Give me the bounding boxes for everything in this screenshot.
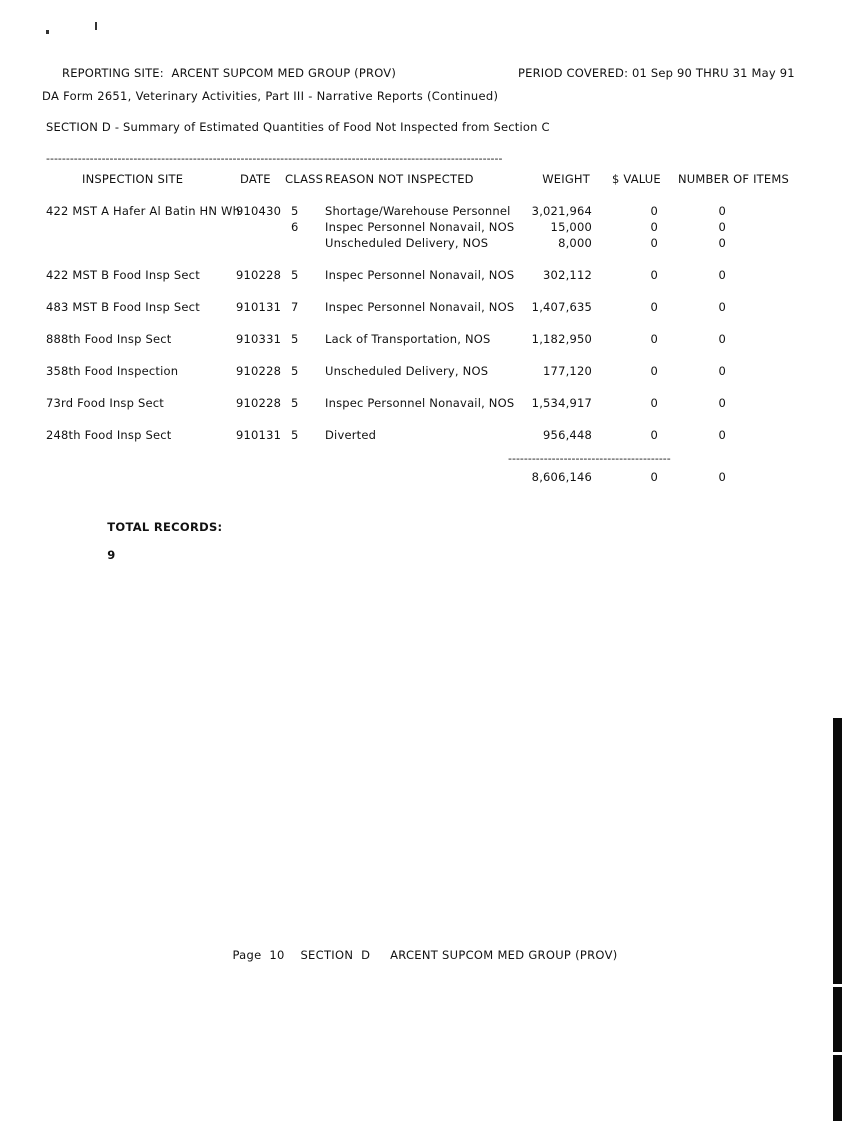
speck-mark	[95, 22, 97, 30]
table-row	[0, 364, 850, 380]
column-header-class: CLASS	[285, 172, 324, 186]
cell-value: 0	[650, 396, 658, 410]
cell-weight: 302,112	[543, 268, 592, 282]
cell-class: 5	[291, 364, 299, 378]
cell-items: 0	[718, 220, 726, 234]
cell-items: 0	[718, 428, 726, 442]
column-header-inspection-site: INSPECTION SITE	[82, 172, 184, 186]
table-row	[0, 236, 850, 252]
table-row-spacer	[0, 412, 850, 428]
column-header-reason: REASON NOT INSPECTED	[325, 172, 474, 186]
totals-row	[0, 470, 850, 486]
cell-class: 5	[291, 332, 299, 346]
cell-items: 0	[718, 396, 726, 410]
speck-mark	[46, 30, 49, 34]
cell-items: 0	[718, 332, 726, 346]
table-row	[0, 332, 850, 348]
scan-artifact-specks	[40, 22, 120, 36]
table-row	[0, 268, 850, 284]
cell-site: 422 MST B Food Insp Sect	[46, 268, 200, 282]
cell-value: 0	[650, 220, 658, 234]
table-top-rule: -------------------------------------------------------------------------------------------------------------------	[46, 152, 503, 165]
cell-value: 0	[650, 268, 658, 282]
cell-reason: Unscheduled Delivery, NOS	[325, 364, 489, 378]
cell-value: 0	[650, 332, 658, 346]
cell-weight: 8,000	[558, 236, 592, 250]
cell-reason: Lack of Transportation, NOS	[325, 332, 491, 346]
cell-items: 0	[718, 236, 726, 250]
table-column-headers	[0, 172, 850, 188]
cell-items: 0	[718, 204, 726, 218]
cell-date: 910228	[236, 268, 282, 282]
cell-site: 888th Food Insp Sect	[46, 332, 172, 346]
table-body	[0, 204, 850, 444]
cell-class: 5	[291, 428, 299, 442]
cell-site: 73rd Food Insp Sect	[46, 396, 164, 410]
cell-items: 0	[718, 300, 726, 314]
totals-value: 0	[650, 470, 658, 484]
header-first-line	[42, 66, 795, 82]
cell-date: 910228	[236, 396, 282, 410]
section-title: SECTION D - Summary of Estimated Quantities of Food Not Inspected from Section C	[46, 120, 550, 134]
cell-class: 5	[291, 268, 299, 282]
cell-reason: Inspec Personnel Nonavail, NOS	[325, 268, 515, 282]
cell-value: 0	[650, 300, 658, 314]
cell-site: 483 MST B Food Insp Sect	[46, 300, 200, 314]
totals-items: 0	[718, 470, 726, 484]
totals-weight: 8,606,146	[531, 470, 592, 484]
total-records-value: 9	[107, 548, 116, 562]
cell-value: 0	[650, 428, 658, 442]
cell-reason: Shortage/Warehouse Personnel	[325, 204, 511, 218]
table-row-spacer	[0, 348, 850, 364]
reporting-site-text: REPORTING SITE: ARCENT SUPCOM MED GROUP (PROV)	[62, 66, 396, 80]
table-row-spacer	[0, 252, 850, 268]
cell-weight: 1,534,917	[531, 396, 592, 410]
cell-weight: 177,120	[543, 364, 592, 378]
scan-edge-gap	[833, 984, 842, 987]
document-header	[42, 66, 795, 82]
cell-date: 910131	[236, 428, 282, 442]
cell-site: 248th Food Insp Sect	[46, 428, 172, 442]
cell-site: 422 MST A Hafer Al Batin HN Wh	[46, 204, 241, 218]
cell-weight: 15,000	[550, 220, 592, 234]
cell-class: 5	[291, 396, 299, 410]
cell-value: 0	[650, 236, 658, 250]
cell-reason: Diverted	[325, 428, 377, 442]
column-header-date: DATE	[240, 172, 271, 186]
total-records	[90, 506, 222, 576]
column-header-value: $ VALUE	[612, 172, 661, 186]
cell-weight: 956,448	[543, 428, 592, 442]
table-row	[0, 204, 850, 220]
cell-date: 910430	[236, 204, 282, 218]
totals-separator-rule: -----------------------------------------	[508, 452, 671, 465]
cell-weight: 3,021,964	[531, 204, 592, 218]
cell-value: 0	[650, 364, 658, 378]
table-row	[0, 220, 850, 236]
cell-weight: 1,407,635	[531, 300, 592, 314]
table-row	[0, 396, 850, 412]
form-reference-line: DA Form 2651, Veterinary Activities, Part III - Narrative Reports (Continued)	[42, 89, 499, 103]
cell-items: 0	[718, 364, 726, 378]
column-header-weight: WEIGHT	[542, 172, 590, 186]
page-footer: Page 10 SECTION D ARCENT SUPCOM MED GROUP (PROV)	[232, 948, 618, 962]
scan-edge-gap	[833, 1052, 842, 1055]
column-header-number-of-items: NUMBER OF ITEMS	[678, 172, 789, 186]
cell-reason: Inspec Personnel Nonavail, NOS	[325, 396, 515, 410]
cell-date: 910228	[236, 364, 282, 378]
cell-site: 358th Food Inspection	[46, 364, 179, 378]
cell-date: 910131	[236, 300, 282, 314]
total-records-label: TOTAL RECORDS:	[107, 520, 223, 534]
period-covered-text: PERIOD COVERED: 01 Sep 90 THRU 31 May 91	[518, 66, 795, 80]
scan-edge-shadow	[833, 718, 842, 1121]
cell-weight: 1,182,950	[531, 332, 592, 346]
table-row-spacer	[0, 284, 850, 300]
cell-class: 5	[291, 204, 299, 218]
cell-reason: Unscheduled Delivery, NOS	[325, 236, 489, 250]
cell-items: 0	[718, 268, 726, 282]
cell-date: 910331	[236, 332, 282, 346]
cell-class: 7	[291, 300, 299, 314]
cell-value: 0	[650, 204, 658, 218]
table-row	[0, 428, 850, 444]
table-row-spacer	[0, 380, 850, 396]
cell-class: 6	[291, 220, 299, 234]
cell-reason: Inspec Personnel Nonavail, NOS	[325, 220, 515, 234]
cell-reason: Inspec Personnel Nonavail, NOS	[325, 300, 515, 314]
table-row	[0, 300, 850, 316]
table-row-spacer	[0, 316, 850, 332]
